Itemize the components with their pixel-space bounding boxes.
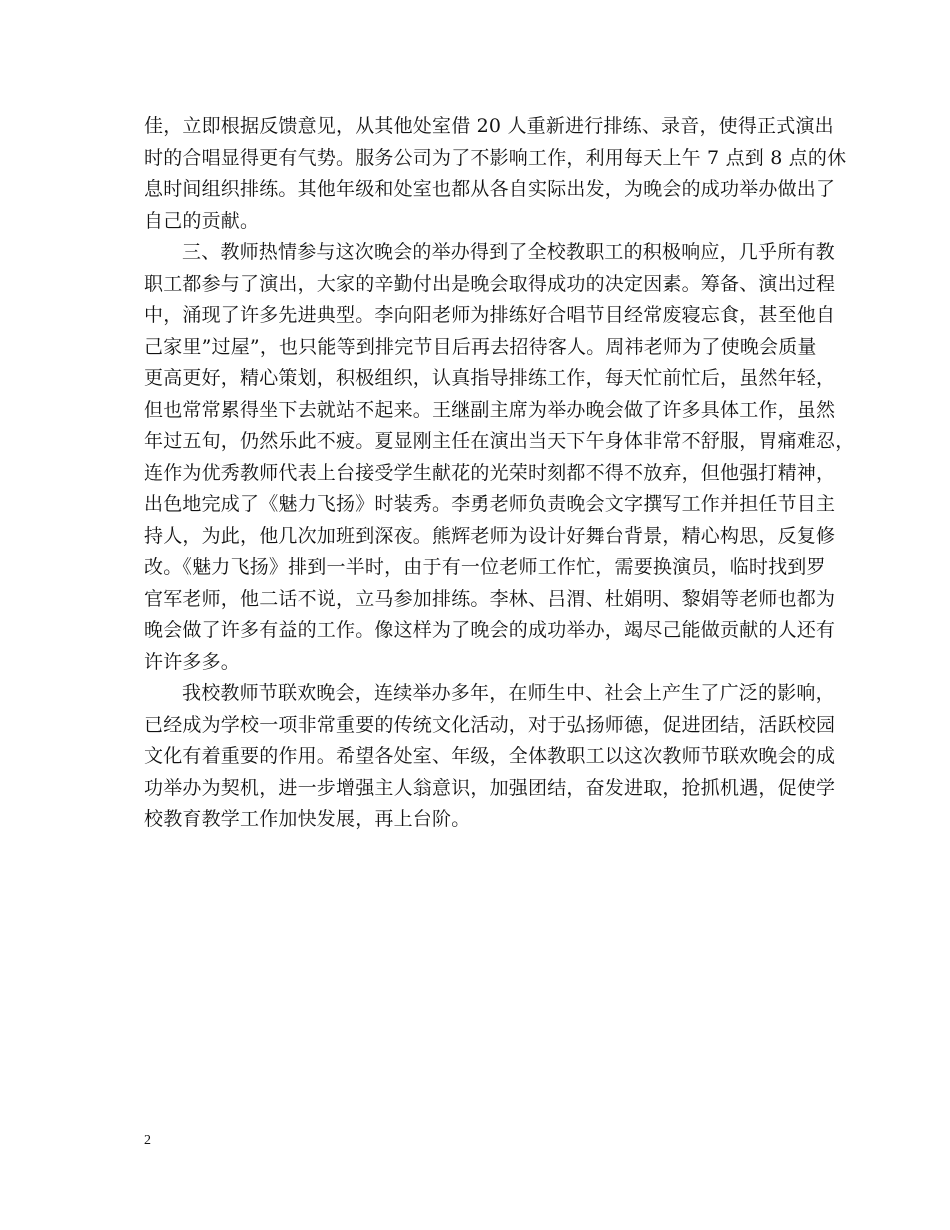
text-line: 三、教师热情参与这次晚会的举办得到了全校教职工的积极响应，几乎所有教 — [182, 241, 835, 263]
text-line: 校教育教学工作加快发展，再上台阶。 — [144, 808, 471, 830]
text-line: 佳，立即根据反馈意见，从其他处室借 20 人重新进行排练、录音，使得正式演出 — [144, 115, 834, 137]
paragraph-2 — [144, 237, 855, 678]
text-line: 自己的贡献。 — [144, 209, 260, 232]
text-line: 已经成为学校一项非常重要的传统文化活动，对于弘扬师德，促进团结，活跃校园 — [144, 713, 836, 736]
text-line: 改。《魅力飞扬》排到一半时，由于有一位老师工作忙，需要换演员，临时找到罗 — [144, 556, 826, 578]
text-line: 连作为优秀教师代表上台接受学生献花的光荣时刻都不得不放弃，但他强打精神， — [144, 461, 836, 484]
text-line: 许许多多。 — [144, 650, 241, 673]
text-line: 我校教师节联欢晚会，连续举办多年，在师生中、社会上产生了广泛的影响， — [182, 682, 835, 704]
text-line: 更高更好，精心策划，积极组织，认真指导排练工作，每天忙前忙后，虽然年轻， — [144, 367, 836, 389]
paragraph-1 — [144, 111, 847, 237]
text-line: 己家里”过屋”，也只能等到排完节目后再去招待客人。周祎老师为了使晚会质量 — [144, 335, 817, 358]
text-line: 职工都参与了演出，大家的辛勤付出是晚会取得成功的决定因素。筹备、演出过程 — [144, 272, 836, 295]
text-line: 出色地完成了《魅力飞扬》时装秀。李勇老师负责晚会文字撰写工作并担任节目主 — [144, 493, 836, 515]
text-line: 官军老师，他二话不说，立马参加排练。李林、吕渭、杜娟明、黎娟等老师也都为 — [144, 587, 836, 610]
paragraph-3 — [144, 678, 836, 836]
text-line: 功举办为契机，进一步增强主人翁意识，加强团结，奋发进取，抢抓机遇，促使学 — [144, 776, 836, 799]
text-line: 持人，为此，他几次加班到深夜。熊辉老师为设计好舞台背景，精心构思，反复修 — [144, 524, 836, 547]
text-line: 息时间组织排练。其他年级和处室也都从各自实际出发，为晚会的成功举办做出了 — [144, 178, 836, 200]
text-line: 晚会做了许多有益的工作。像这样为了晚会的成功举办，竭尽己能做贡献的人还有 — [144, 619, 836, 641]
page-number: 2 — [144, 1133, 151, 1148]
body-text — [144, 111, 855, 836]
text-line: 时的合唱显得更有气势。服务公司为了不影响工作，利用每天上午 7 点到 8 点的休 — [144, 146, 847, 169]
text-line: 文化有着重要的作用。希望各处室、年级，全体教职工以这次教师节联欢晚会的成 — [144, 745, 836, 767]
text-line: 年过五旬，仍然乐此不疲。夏显刚主任在演出当天下午身体非常不舒服，胃痛难忍， — [144, 430, 855, 452]
text-line: 中，涌现了许多先进典型。李向阳老师为排练好合唱节目经常废寝忘食，甚至他自 — [144, 304, 836, 326]
text-line: 但也常常累得坐下去就站不起来。王继副主席为举办晚会做了许多具体工作，虽然 — [144, 398, 836, 421]
